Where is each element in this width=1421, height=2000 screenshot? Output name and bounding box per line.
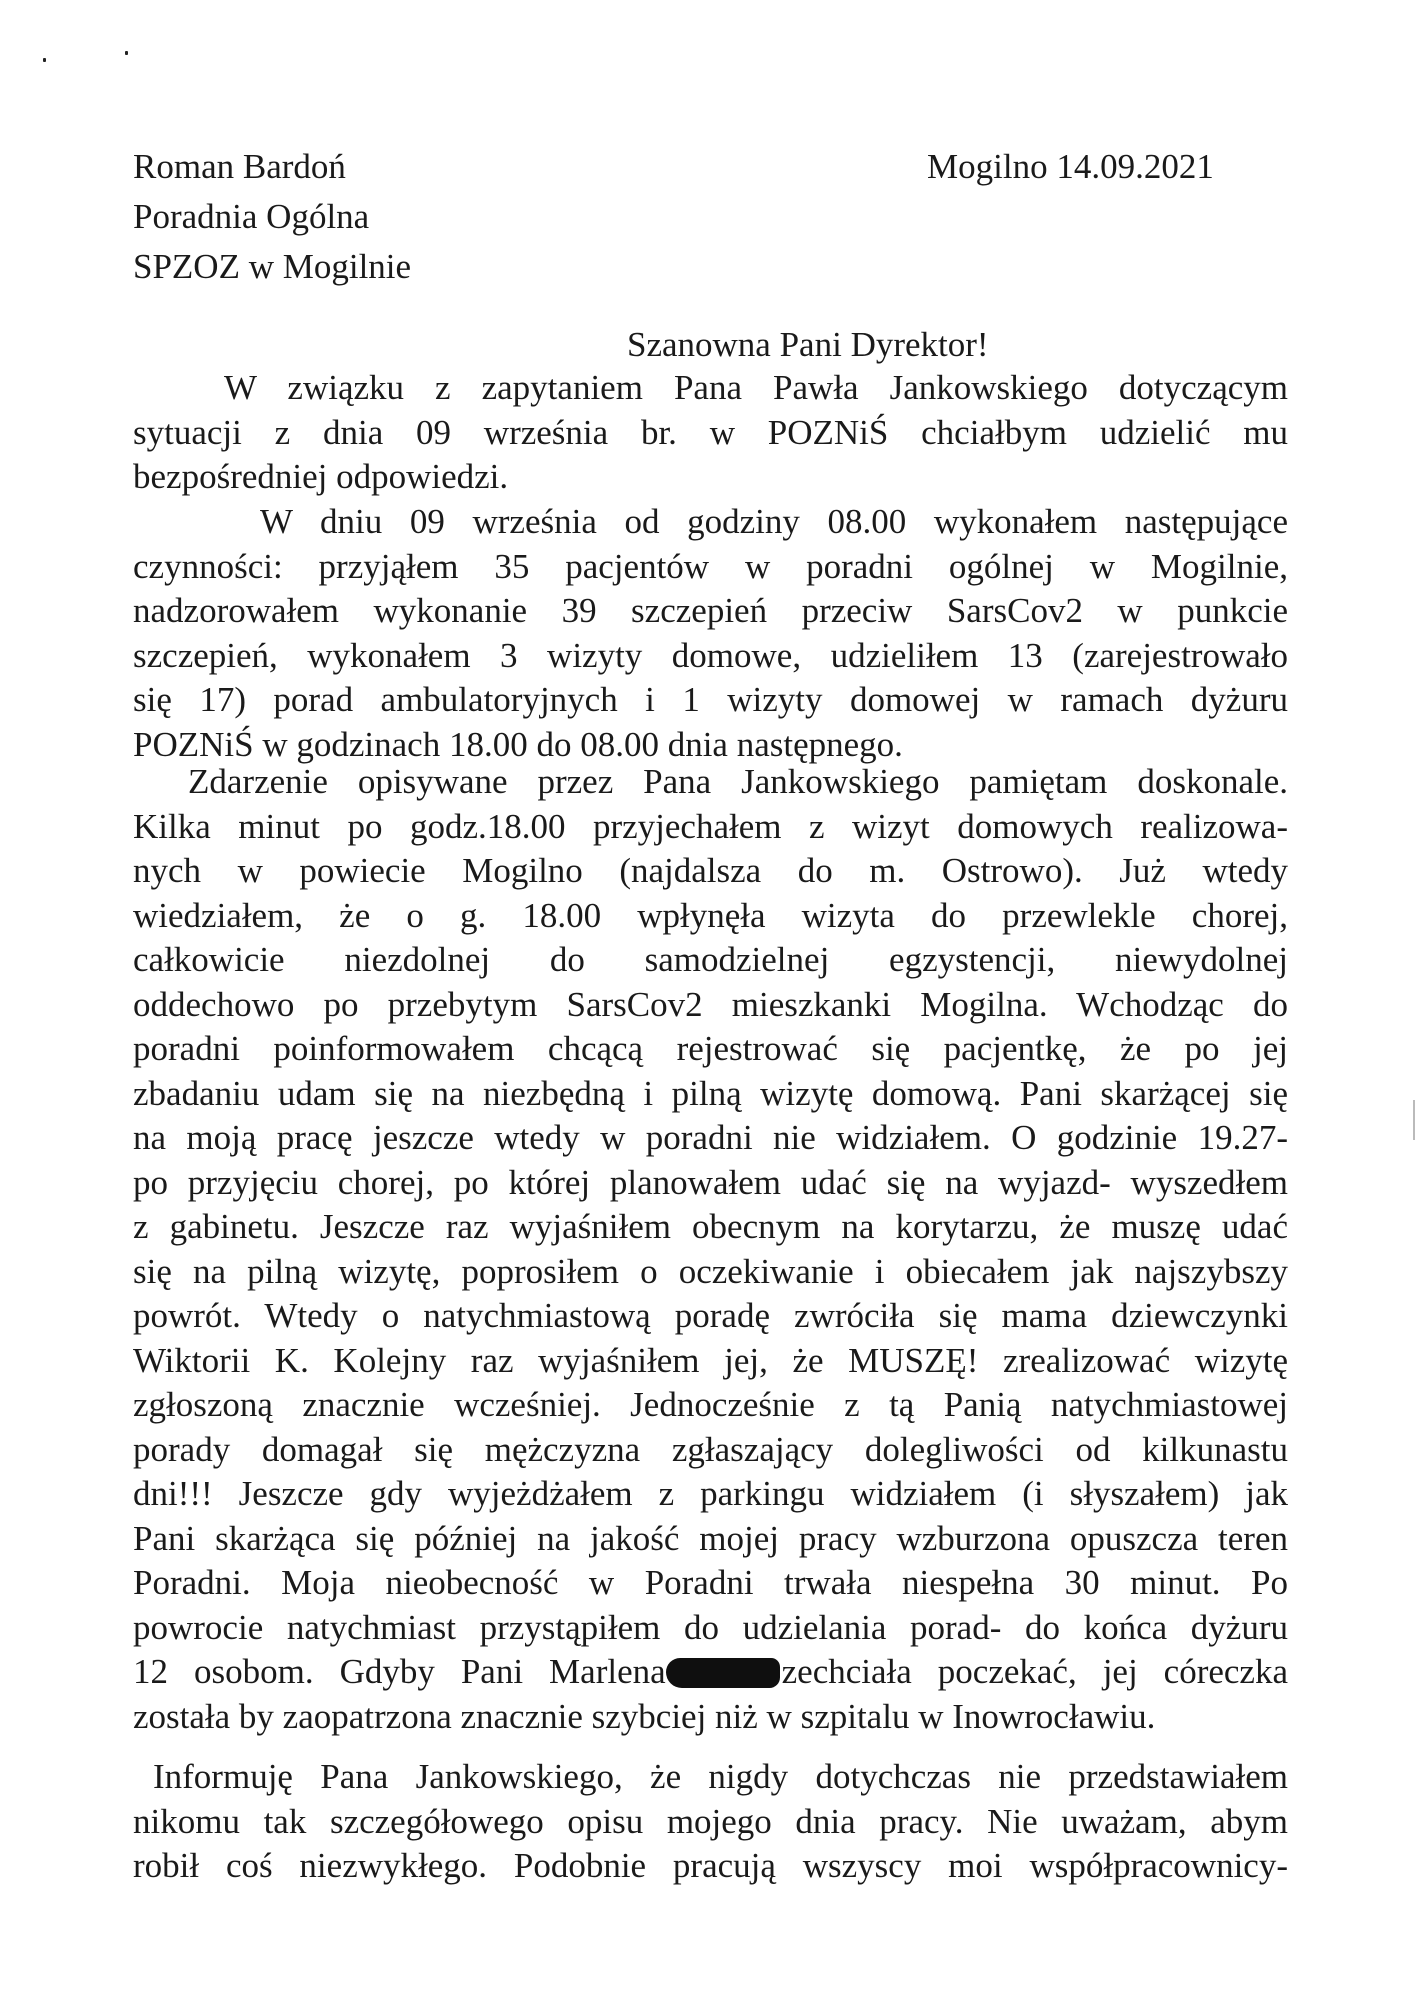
scan-edge-mark	[1413, 1100, 1415, 1140]
text-line: bezpośredniej odpowiedzi.	[133, 457, 509, 496]
text-line: Wiktorii K. Kolejny raz wyjaśniłem jej, że MUSZĘ! zrealizować wizytę	[133, 1340, 1288, 1380]
paragraph-2	[133, 500, 1288, 767]
text-line: zgłoszoną znacznie wcześniej. Jednocześnie z tą Panią natychmiastowej	[133, 1385, 1288, 1424]
text-line: Kilka minut po godz.18.00 przyjechałem z wizyt domowych realizowa-	[133, 806, 1288, 846]
text-line: Pani skarżąca się później na jakość mojej pracy wzburzona opuszcza teren	[133, 1518, 1288, 1558]
text-line: Informuję Pana Jankowskiego, że nigdy dotychczas nie przedstawiałem	[153, 1757, 1288, 1796]
text-line: całkowicie niezdolnej do samodzielnej egzystencji, niewydolnej	[133, 940, 1288, 979]
paragraph-1	[133, 366, 1288, 500]
text-line: robił coś niezwykłego. Podobnie pracują wszyscy moi współpracownicy-	[133, 1846, 1288, 1885]
text-segment: zechciała poczekać, jej córeczka	[781, 1652, 1288, 1691]
text-line: poradni poinformowałem chcącą rejestrować się pacjentkę, że po jej	[133, 1029, 1288, 1068]
redacted-line	[133, 1650, 1288, 1695]
salutation: Szanowna Pani Dyrektor!	[627, 325, 989, 364]
text-line: szczepień, wykonałem 3 wizyty domowe, udzieliłem 13 (zarejestrowało	[133, 635, 1288, 675]
text-segment: 12 osobom. Gdyby Pani Marlena	[133, 1652, 666, 1691]
text-line: powrocie natychmiast przystąpiłem do udzielania porad- do końca dyżuru	[133, 1607, 1288, 1647]
text-line: porady domagał się mężczyzna zgłaszający dolegliwości od kilkunastu	[133, 1429, 1288, 1469]
paragraph-4	[133, 1755, 1288, 1889]
text-line: nikomu tak szczegółowego opisu mojego dnia pracy. Nie uważam, abym	[133, 1801, 1288, 1841]
redaction-mark	[666, 1658, 780, 1688]
sender-unit: Poradnia Ogólna	[133, 197, 370, 236]
text-line: zbadaniu udam się na niezbędną i pilną wizytę domową. Pani skarżącej się	[133, 1073, 1288, 1113]
text-line: na moją pracę jeszcze wtedy w poradni nie widziałem. O godzinie 19.27-	[133, 1118, 1288, 1157]
paragraph-3	[133, 760, 1288, 1739]
text-line: się na pilną wizytę, poprosiłem o oczekiwanie i obiecałem jak najszybszy	[133, 1251, 1288, 1291]
text-line: nadzorowałem wykonanie 39 szczepień przeciw SarsCov2 w punkcie	[133, 591, 1288, 630]
text-line: czynności: przyjąłem 35 pacjentów w poradni ogólnej w Mogilnie,	[133, 546, 1288, 586]
text-line: W dniu 09 września od godziny 08.00 wykonałem następujące	[260, 502, 1288, 541]
text-line: z gabinetu. Jeszcze raz wyjaśniłem obecnym na korytarzu, że muszę udać	[133, 1207, 1288, 1246]
text-line: po przyjęciu chorej, po której planowałem udać się na wyjazd- wyszedłem	[133, 1162, 1288, 1202]
text-line: wiedziałem, że o g. 18.00 wpłynęła wizyta do przewlekle chorej,	[133, 895, 1288, 935]
text-line: została by zaopatrzona znacznie szybciej niż w szpitalu w Inowrocławiu.	[133, 1696, 1156, 1736]
sender-institution: SPZOZ w Mogilnie	[133, 247, 412, 286]
text-line: się 17) porad ambulatoryjnych i 1 wizyty domowej w ramach dyżuru	[133, 680, 1288, 719]
text-line: sytuacji z dnia 09 września br. w POZNiŚ chciałbym udzielić mu	[133, 412, 1288, 452]
text-line: powrót. Wtedy o natychmiastową poradę zwróciła się mama dziewczynki	[133, 1296, 1288, 1335]
text-line: oddechowo po przebytym SarsCov2 mieszkanki Mogilna. Wchodząc do	[133, 984, 1288, 1024]
scan-speck	[43, 58, 46, 62]
text-line: dni!!! Jeszcze gdy wyjeżdżałem z parkingu widziałem (i słyszałem) jak	[133, 1474, 1288, 1513]
scan-speck	[125, 51, 128, 55]
place-date: Mogilno 14.09.2021	[927, 147, 1214, 186]
text-line: W związku z zapytaniem Pana Pawła Jankowskiego dotyczącym	[224, 368, 1288, 407]
text-line: Poradni. Moja nieobecność w Poradni trwała niespełna 30 minut. Po	[133, 1563, 1288, 1602]
sender-block	[133, 142, 411, 292]
text-line: nych w powiecie Mogilno (najdalsza do m. Ostrowo). Już wtedy	[133, 851, 1288, 890]
sender-name: Roman Bardoń	[133, 147, 346, 186]
text-line: POZNiŚ w godzinach 18.00 do 08.00 dnia następnego.	[133, 724, 903, 764]
text-line: Zdarzenie opisywane przez Pana Jankowskiego pamiętam doskonale.	[188, 762, 1288, 801]
